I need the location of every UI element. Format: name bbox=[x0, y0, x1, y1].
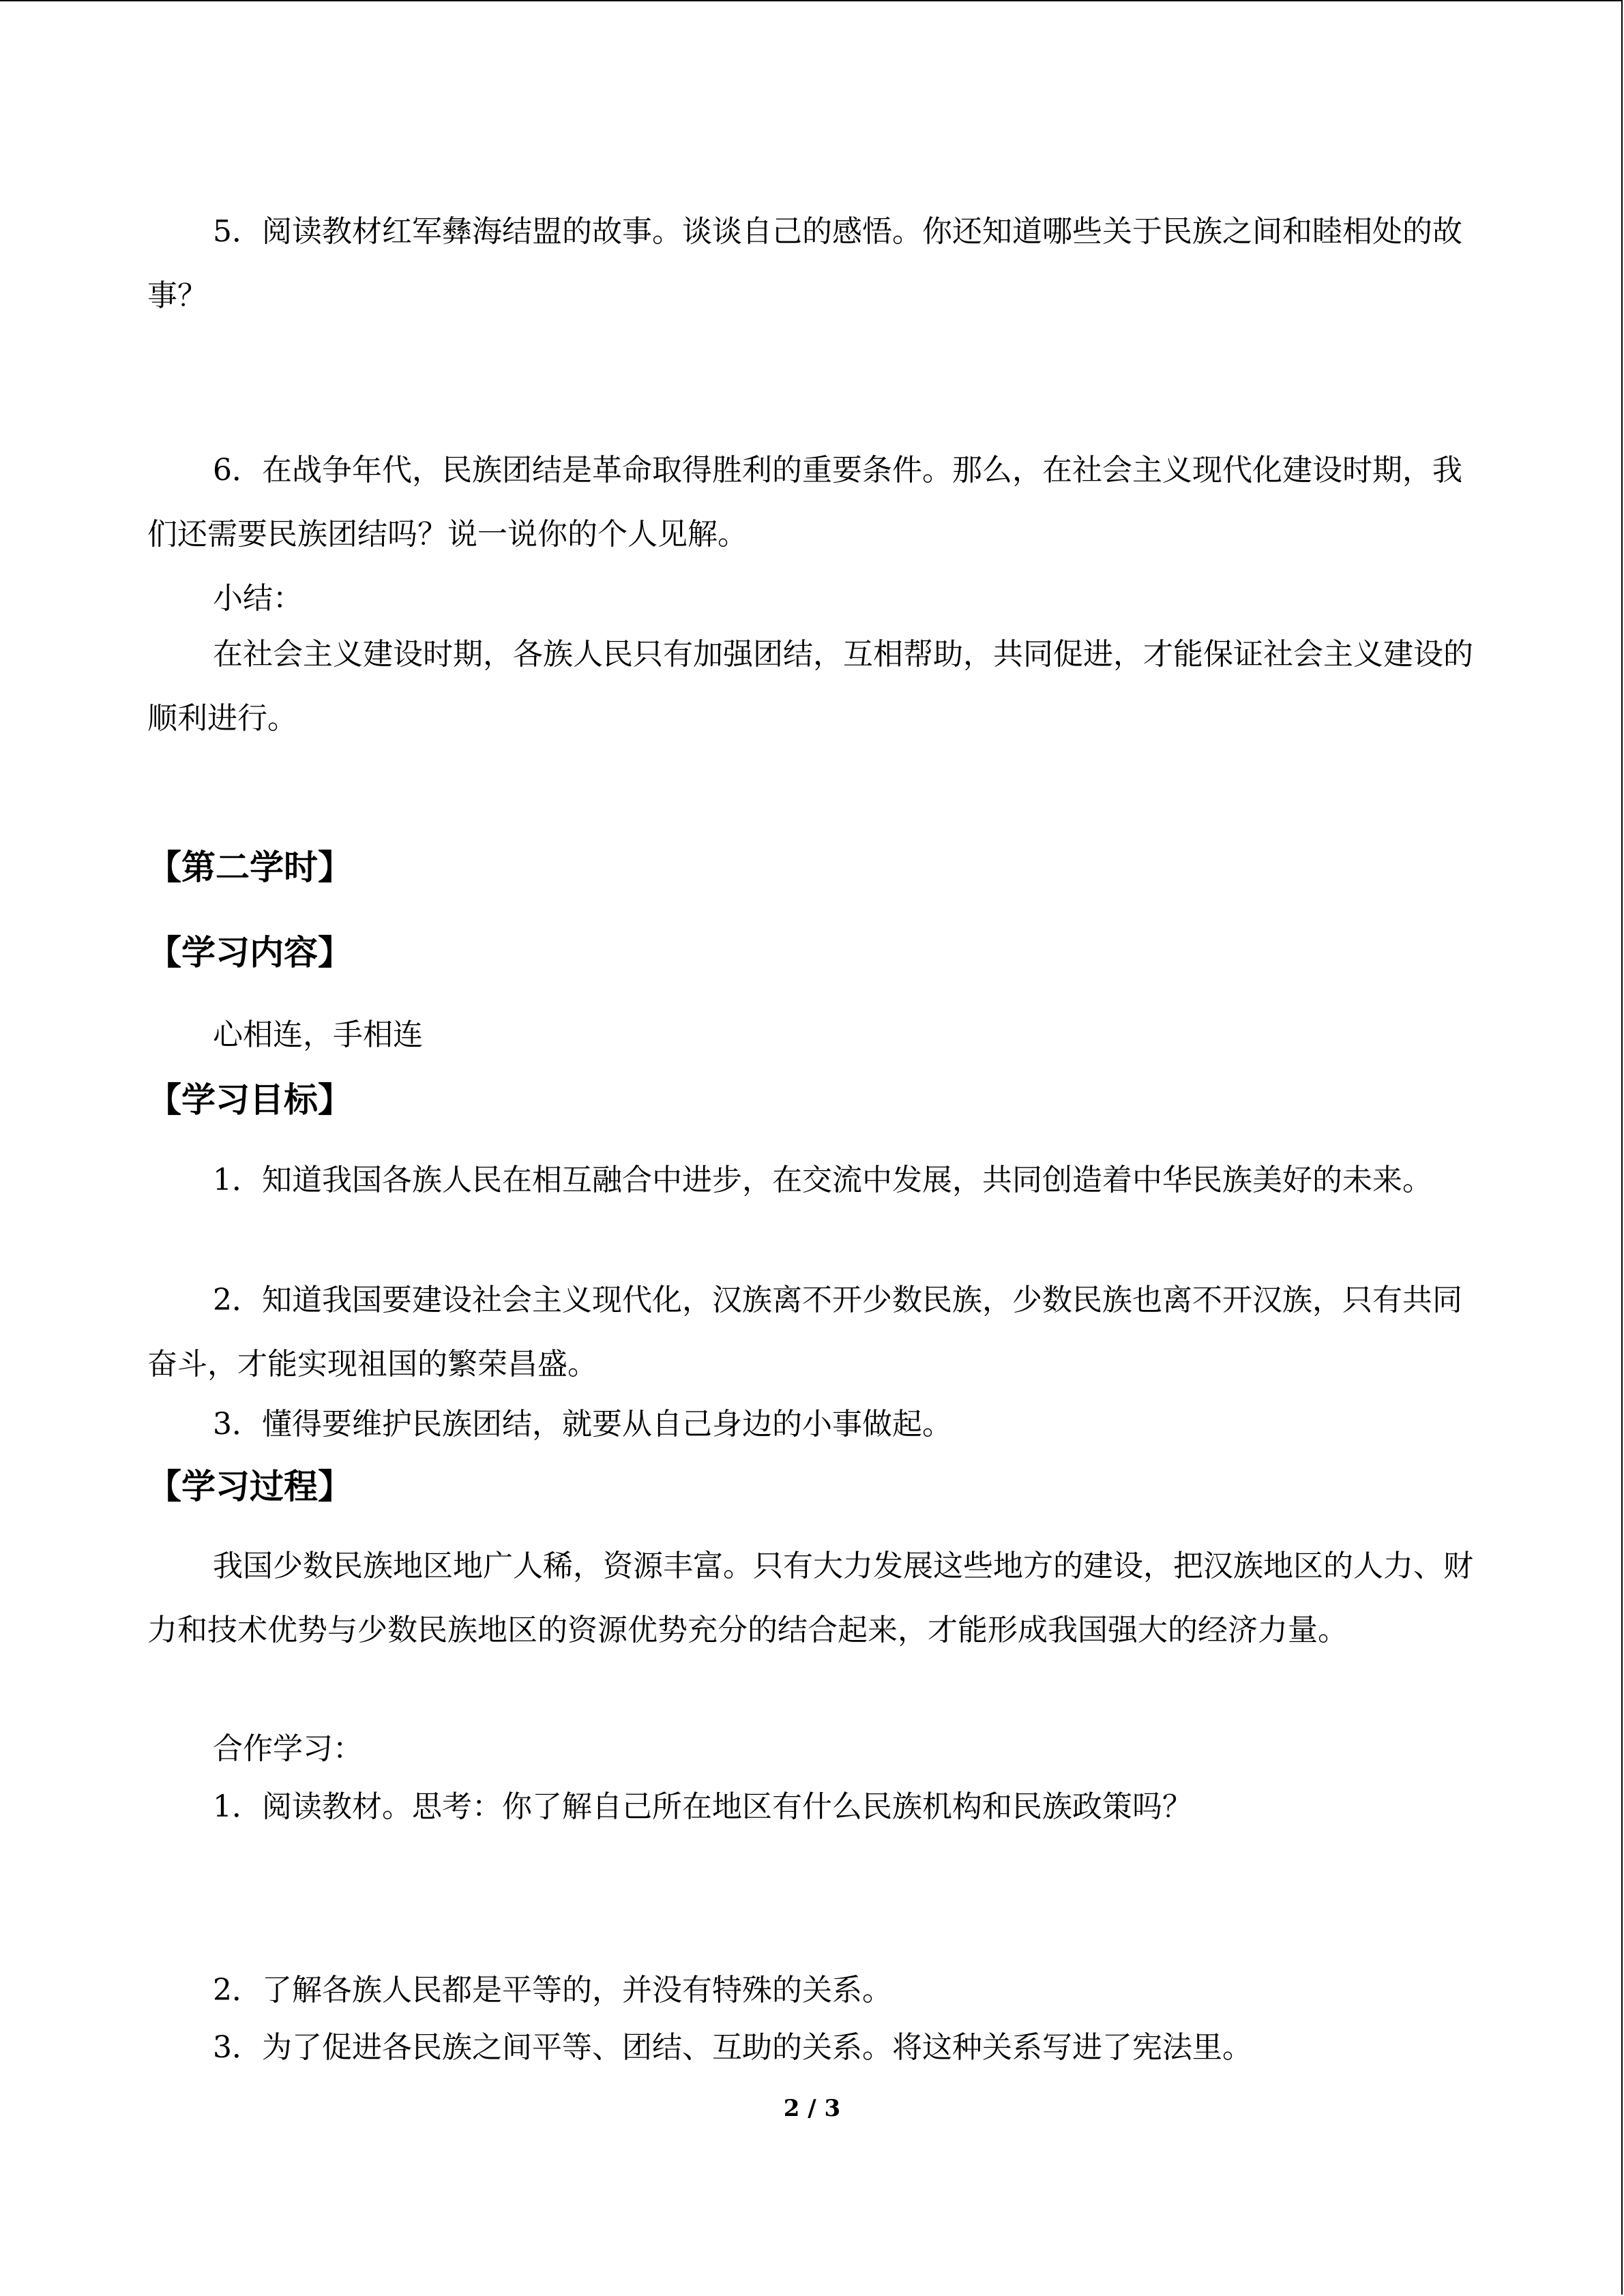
question-6: 6．在战争年代，民族团结是革命取得胜利的重要条件。那么，在社会主义现代化建设时期，我们还需要民族团结吗？说一说你的个人见解。 bbox=[147, 453, 1462, 552]
page-number: 2 / 3 bbox=[783, 2095, 841, 2122]
coop-label: 合作学习： bbox=[213, 1731, 363, 1766]
goal-2: 2．知道我国要建设社会主义现代化，汉族离不开少数民族，少数民族也离不开汉族，只有共同奋斗，才能实现祖国的繁荣昌盛。 bbox=[147, 1283, 1462, 1382]
coop-item-1: 1．阅读教材。思考：你了解自己所在地区有什么民族机构和民族政策吗？ bbox=[213, 1789, 1192, 1824]
lesson-heading: 【第二学时】 bbox=[147, 847, 352, 887]
process-intro: 我国少数民族地区地广人稀，资源丰富。只有大力发展这些地方的建设，把汉族地区的人力、财力和技术优势与少数民族地区的资源优势充分的结合起来，才能形成我国强大的经济力量。 bbox=[147, 1549, 1473, 1648]
content-text: 心相连，手相连 bbox=[213, 1017, 423, 1052]
goal-3: 3．懂得要维护民族团结，就要从自己身边的小事做起。 bbox=[213, 1407, 952, 1442]
goals-heading: 【学习目标】 bbox=[147, 1079, 352, 1120]
summary-label: 小结： bbox=[213, 581, 303, 616]
content-heading: 【学习内容】 bbox=[147, 932, 352, 972]
coop-item-2: 2．了解各族人民都是平等的，并没有特殊的关系。 bbox=[213, 1973, 892, 2008]
goal-1: 1．知道我国各族人民在相互融合中进步，在交流中发展，共同创造着中华民族美好的未来。 bbox=[213, 1163, 1432, 1197]
question-5: 5．阅读教材红军彝海结盟的故事。谈谈自己的感悟。你还知道哪些关于民族之间和睦相处的故事？ bbox=[147, 214, 1462, 313]
coop-item-3: 3．为了促进各民族之间平等、团结、互助的关系。将这种关系写进了宪法里。 bbox=[213, 2030, 1252, 2065]
summary-text: 在社会主义建设时期，各族人民只有加强团结，互相帮助，共同促进，才能保证社会主义建设的顺利进行。 bbox=[147, 637, 1473, 736]
process-heading: 【学习过程】 bbox=[147, 1466, 352, 1506]
